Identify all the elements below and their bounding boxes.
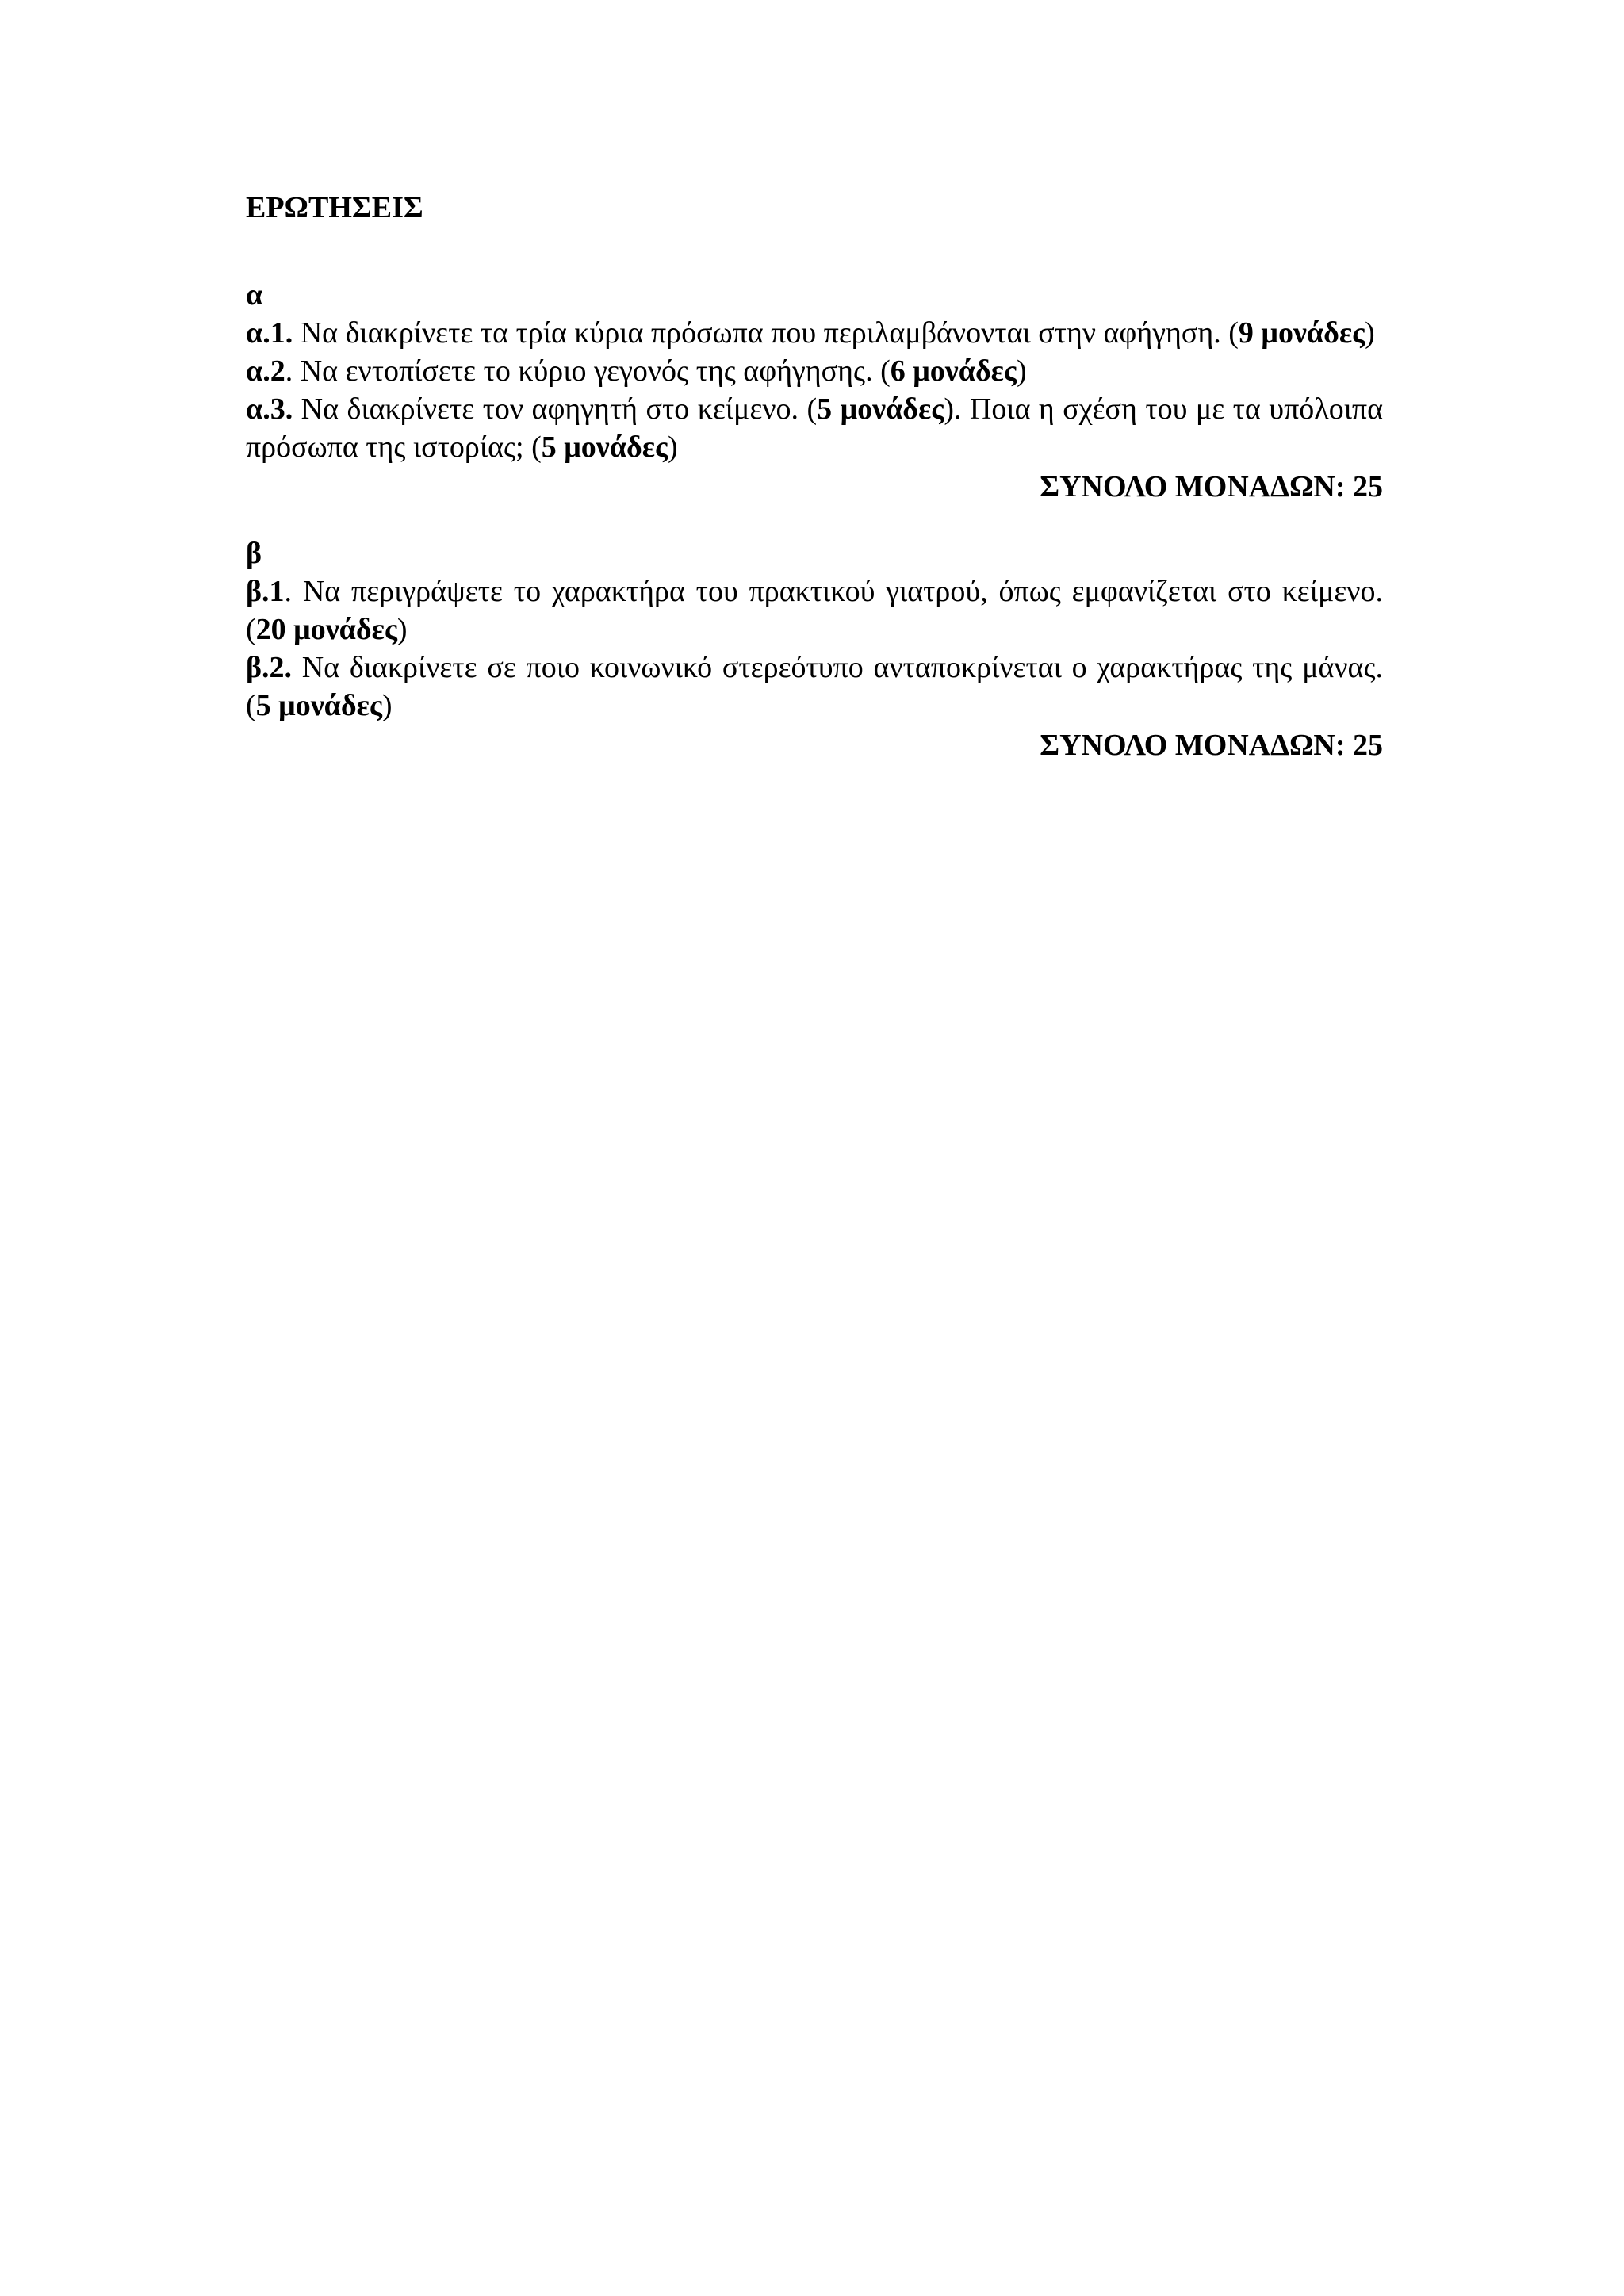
question-number: β.1 xyxy=(246,575,285,608)
question-tail: ) xyxy=(396,613,408,646)
section-b xyxy=(246,534,1383,764)
question-number: α.1. xyxy=(246,316,293,350)
document-page xyxy=(246,189,1383,793)
question-points: 6 μονάδες xyxy=(890,354,1017,388)
question-number: α.2 xyxy=(246,354,285,388)
question-text: Να διακρίνετε τον αφηγητή στο κείμενο. ( xyxy=(293,392,818,426)
section-letter: α xyxy=(246,278,263,312)
question-points-2: 5 μονάδες xyxy=(541,430,668,464)
question-text: Να διακρίνετε σε ποιο κοινωνικό στερεότυπο ανταποκρίνεται ο χαρακτήρας της μάνας. ( xyxy=(246,651,1383,722)
question-tail: ) xyxy=(667,430,678,464)
question-text-2: ). Ποια η σχέση του με τα υπόλοιπα πρόσωπα της ιστορίας; ( xyxy=(246,392,1384,464)
question-number: β.2. xyxy=(246,651,293,684)
question-b1 xyxy=(246,572,1383,649)
section-total: ΣΥΝΟΛΟ ΜΟΝΑΔΩΝ: 25 xyxy=(1040,470,1383,503)
question-tail: ) xyxy=(1016,354,1027,388)
question-a2 xyxy=(246,352,1383,390)
question-text: . Να εντοπίσετε το κύριο γεγονός της αφήγησης. ( xyxy=(285,354,891,388)
section-a xyxy=(246,276,1383,506)
question-points: 5 μονάδες xyxy=(255,689,382,722)
question-a3 xyxy=(246,390,1383,466)
page-title: ΕΡΩΤΗΣΕΙΣ xyxy=(246,191,423,224)
question-points: 9 μονάδες xyxy=(1238,316,1365,350)
question-text: . Να περιγράψετε το χαρακτήρα του πρακτικού γιατρού, όπως εμφανίζεται στο κείμενο. ( xyxy=(246,575,1383,646)
question-tail: ) xyxy=(1365,316,1375,350)
question-tail: ) xyxy=(381,689,393,722)
question-points: 20 μονάδες xyxy=(255,613,397,646)
question-points: 5 μονάδες xyxy=(817,392,944,426)
question-number: α.3. xyxy=(246,392,293,426)
question-b2 xyxy=(246,649,1383,725)
question-text: Να διακρίνετε τα τρία κύρια πρόσωπα που περιλαμβάνονται στην αφήγηση. ( xyxy=(293,316,1239,350)
section-total: ΣΥΝΟΛΟ ΜΟΝΑΔΩΝ: 25 xyxy=(1040,729,1383,762)
question-a1 xyxy=(246,314,1383,352)
section-letter: β xyxy=(246,537,262,570)
